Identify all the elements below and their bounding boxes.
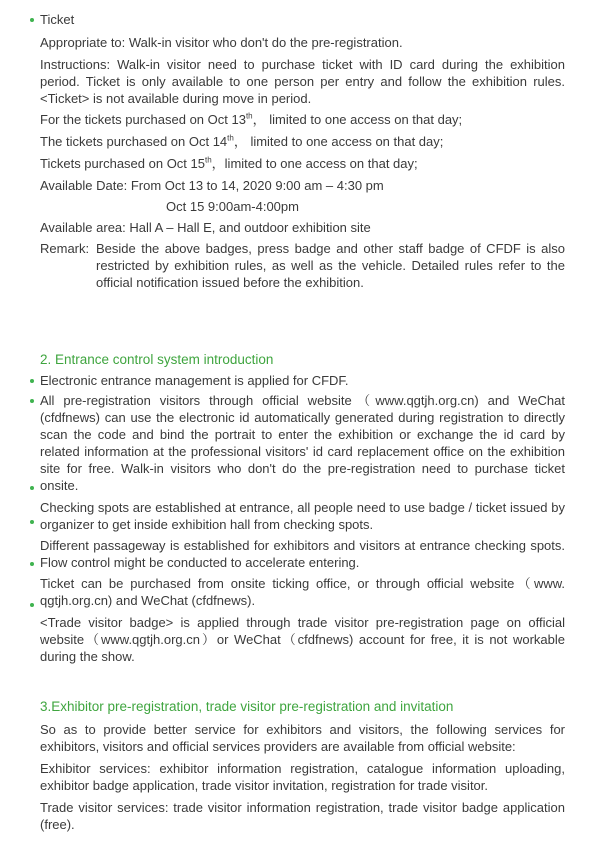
bullet-icon — [30, 603, 34, 607]
section-3-heading: 3.Exhibitor pre-registration, trade visitor pre-registration and invitation — [40, 699, 454, 714]
ticket-line-15: Tickets purchased on Oct 15th，limited to one access on that day; — [40, 155, 418, 171]
section-3-exhibitor-services: Exhibitor services: exhibitor information registration, catalogue information uploading, exhibitor badge application, trade visitor invitation, registration for trade visitor. — [40, 761, 565, 793]
bullet-icon — [30, 399, 34, 403]
section-2-para-5: Ticket can be purchased from onsite ticking office, or through official website（www. qgtjh.org.cn) and WeChat (cfdfnews). — [40, 576, 565, 608]
section-3-intro: So as to provide better service for exhibitors and visitors, the following services for exhibitors, visitors and official services providers are available from official website: — [40, 722, 565, 754]
section-2-bullet-2: All pre-registration visitors through official website（www.qgtjh.org.cn) and WeChat (cfdfnews) can use the electronic id automatically generated during registration to directly scan the code and bind the portrait to enter the exhibition or exchange the id card by related information at the professional visitors' id card replacement office on the exhibition site for free. Walk-in visitors who don't do the pre-registration need to purchase ticket onsite. — [40, 393, 565, 493]
bullet-icon — [30, 520, 34, 524]
ticket-line-14: The tickets purchased on Oct 14th， limited to one access on that day; — [40, 133, 444, 149]
bullet-icon — [30, 562, 34, 566]
ticket-appropriate: Appropriate to: Walk-in visitor who don't do the pre-registration. — [40, 35, 403, 50]
bullet-icon — [30, 486, 34, 490]
section-2-bullet-1: Electronic entrance management is applied for CFDF. — [40, 373, 349, 388]
section-3-trade-visitor-services: Trade visitor services: trade visitor information registration, trade visitor badge application (free). — [40, 800, 565, 832]
section-2-para-4: Different passageway is established for exhibitors and visitors at entrance checking spots. Flow control might be conducted to accelerate entering. — [40, 538, 565, 570]
bullet-icon — [30, 18, 34, 22]
remark-label: Remark: — [40, 241, 90, 256]
bullet-icon — [30, 379, 34, 383]
section-2-para-6: <Trade visitor badge> is applied through trade visitor pre-registration page on official website（www.qgtjh.org.cn）or WeChat（cfdfnews) account for free, it is not workable during the show. — [40, 615, 565, 664]
available-area: Available area: Hall A – Hall E, and outdoor exhibition site — [40, 220, 371, 235]
remark-text: Beside the above badges, press badge and other staff badge of CFDF is also restricted by exhibition rules, as well as the vehicle. Detailed rules refer to the official notification issued before the exhibition. — [96, 241, 565, 290]
ticket-line-13: For the tickets purchased on Oct 13th， limited to one access on that day; — [40, 111, 463, 127]
ticket-heading: Ticket — [40, 12, 75, 27]
section-2-para-3: Checking spots are established at entrance, all people need to use badge / ticket issued by organizer to get inside exhibition hall from checking spots. — [40, 500, 565, 532]
section-2-heading: 2. Entrance control system introduction — [40, 352, 274, 367]
available-date: Available Date: From Oct 13 to 14, 2020 9:00 am – 4:30 pm — [40, 178, 384, 193]
available-date-2: Oct 15 9:00am-4:00pm — [166, 199, 299, 214]
ticket-instructions: Instructions: Walk-in visitor need to purchase ticket with ID card during the exhibition period. Ticket is only available to one person per entry and follow the exhibition rules. <Ticket> is not available during move in period. — [40, 57, 565, 106]
